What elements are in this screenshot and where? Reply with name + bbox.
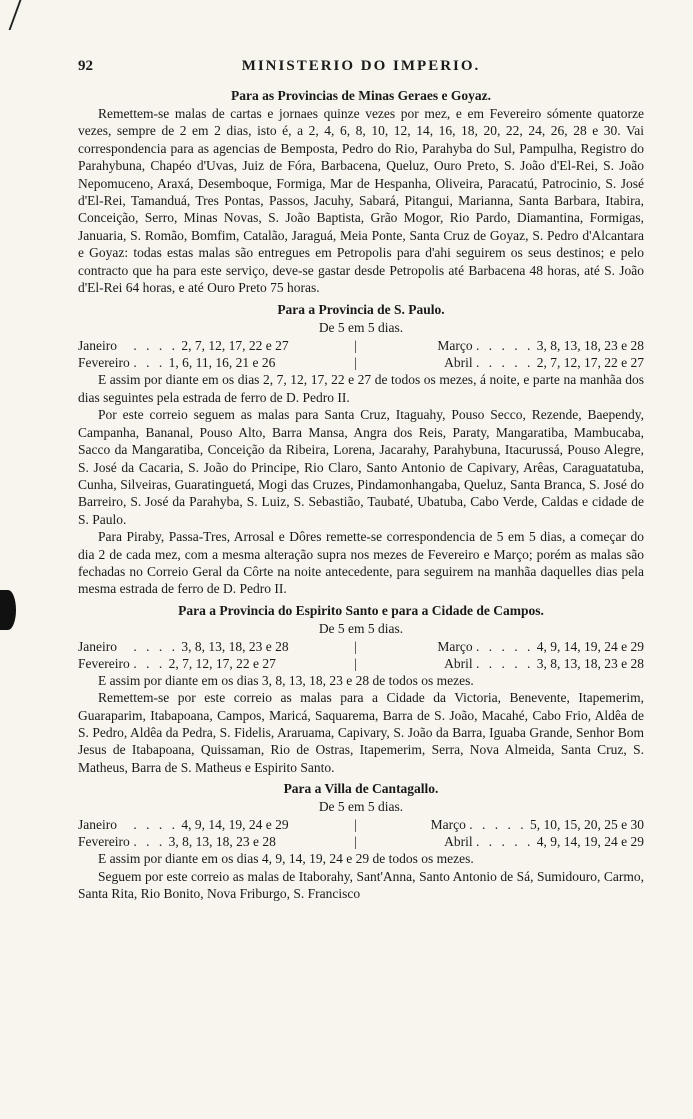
- section-title-sao-paulo: Para a Provincia de S. Paulo.: [277, 302, 445, 318]
- frequency-sao-paulo: De 5 em 5 dias.: [318, 320, 404, 336]
- month-days: 3, 8, 13, 18, 23 e 28: [168, 834, 276, 850]
- running-title: MINISTERIO DO IMPERIO.: [241, 58, 481, 74]
- month-label: Março: [430, 817, 466, 833]
- month-days: 5, 10, 15, 20, 25 e 30: [530, 817, 644, 833]
- paragraph-sao-paulo-note: E assim por diante em os dias 2, 7, 12, 17, 22 e 27 de todos os mezes, á noite, e parte na manhãa dos dias seguintes pela estrada de ferro de D. Pedro II.: [78, 372, 644, 405]
- month-days: 1, 6, 11, 16, 21 e 26: [168, 355, 276, 371]
- schedule-row: Janeiro . . . . 2, 7, 12, 17, 22 e 27 | Março . . . . . 3, 8, 13, 18, 23 e 28: [78, 338, 644, 354]
- paragraph-piraby: Para Piraby, Passa-Tres, Arrosal e Dôres remette-se correspondencia de 5 em 5 dias, a começar do dia 2 de cada mez, com a mesma alteração supra nos mezes de Fevereiro e Março; porém as malas são fechadas no Correio Geral da Côrte na noite antecedente, para seguirem na manhãa daquelles dias pela mesma estrada de ferro de D. Pedro II.: [78, 529, 644, 597]
- month-label: Março: [437, 338, 473, 354]
- month-days: 3, 8, 13, 18, 23 e 28: [536, 655, 644, 671]
- month-label: Abril: [444, 834, 473, 850]
- page-header: [78, 58, 644, 84]
- frequency-cantagallo: De 5 em 5 dias.: [318, 799, 404, 815]
- month-days: 2, 7, 12, 17, 22 e 27: [536, 355, 644, 371]
- schedule-sao-paulo: [78, 337, 644, 371]
- page: [78, 58, 644, 902]
- month-label: Fevereiro: [78, 834, 130, 850]
- month-days: 4, 9, 14, 19, 24 e 29: [181, 817, 289, 833]
- month-label: Abril: [444, 655, 473, 671]
- month-days: 2, 7, 12, 17, 22 e 27: [168, 655, 276, 671]
- schedule-row: Janeiro . . . . 3, 8, 13, 18, 23 e 28 | Março . . . . . 4, 9, 14, 19, 24 e 29: [78, 638, 644, 654]
- paragraph-cantagallo-note: E assim por diante em os dias 4, 9, 14, 19, 24 e 29 de todos os mezes.: [98, 851, 474, 867]
- month-days: 2, 7, 12, 17, 22 e 27: [181, 338, 289, 354]
- schedule-espirito-santo: [78, 638, 644, 672]
- schedule-row: Janeiro . . . . 4, 9, 14, 19, 24 e 29 | Março . . . . . 5, 10, 15, 20, 25 e 30: [78, 817, 644, 833]
- paragraph-minas-goyaz: Remettem-se malas de cartas e jornaes quinze vezes por mez, e em Fevereiro sómente quatorze vezes, sempre de 2 em 2 dias, isto é, a 2, 4, 6, 8, 10, 12, 14, 16, 18, 20, 22, 24, 26, 28 e 30. Vai correspondencia para as agencias de Bemposta, Pedro do Rio, Parahyba do Sul, Pampulha, Registro do Parahybuna, Chapéo d'Uvas, Juiz de Fóra, Barbacena, Queluz, Ouro Preto, S. João d'El-Rei, S. João Nepomuceno, Araxá, Desemboque, Formiga, Mar de Hespanha, Oliveira, Paracatú, Patrocinio, S. José d'El-Rei, Tamanduá, Tres Pontas, Passos, Jacuhy, Sabará, Pitangui, Marianna, Santa Barbara, Itabira, Conceição, Serro, Minas Novas, S. João Baptista, Grão Mogor, Rio Pardo, Diamantina, Formigas, Januaria, S. Romão, Bomfim, Catalão, Jaraguá, Meia Ponte, Santa Cruz de Goyaz, S. Pedro d'Alcantara e Goyaz: todas estas malas são entregues em Petropolis para d'ahi seguirem os seus destinos; e pelo contracto que ha para este serviço, deve-se gastar desde Petropolis até Barbacena 48 horas, até S. João d'El-Rei 64 horas, e até Ouro Preto 75 horas.: [78, 106, 644, 296]
- month-label: Janeiro: [78, 338, 117, 354]
- page-edge-mark: [0, 0, 21, 30]
- month-label: Abril: [444, 355, 473, 371]
- month-label: Fevereiro: [78, 655, 130, 671]
- page-number: 92: [78, 58, 93, 74]
- section-title-espirito-santo: Para a Provincia do Espirito Santo e para a Cidade de Campos.: [178, 602, 544, 618]
- month-label: Janeiro: [78, 817, 117, 833]
- schedule-cantagallo: [78, 816, 644, 850]
- month-days: 3, 8, 13, 18, 23 e 28: [181, 638, 289, 654]
- paragraph-sao-paulo-towns: Por este correio seguem as malas para Santa Cruz, Itaguahy, Pouso Secco, Rezende, Baependy, Campanha, Bananal, Pouso Alto, Barra Mansa, Angra dos Reis, Paraty, Mangaratiba, Mambucaba, Sacco da Mangaratiba, Conceição da Ribeira, Lorena, Jacarahy, Parahybuna, Itacurussá, Pouso Alegre, S. José da Cacaria, S. João do Principe, Rio Claro, Santo Antonio de Capivary, Arêas, Caraguatatuba, Cunha, Silveiras, Guaratinguetá, Mogi das Cruzes, Pindamonhangaba, Queluz, Santa Branca, S. José do Barreiro, S. José da Parahyba, S. Luiz, S. Sebastião, Taubaté, Ubatuba, Cabo Verde, Caldas e cidade de S. Paulo.: [78, 407, 644, 527]
- paragraph-espirito-santo-note: E assim por diante em os dias 3, 8, 13, 18, 23 e 28 de todos os mezes.: [98, 672, 474, 688]
- schedule-row: Fevereiro . . . 3, 8, 13, 18, 23 e 28 | Abril . . . . . 4, 9, 14, 19, 24 e 29: [78, 834, 644, 850]
- month-label: Janeiro: [78, 638, 117, 654]
- paragraph-espirito-santo-towns: Remettem-se por este correio as malas para a Cidade da Victoria, Benevente, Itapemerim, Guaraparim, Itabapoana, Campos, Maricá, Saquarema, Barra de S. João, Macahé, Cabo Frio, Aldêa de S. Pedro, Aldêa da Pedra, S. Fidelis, Araruama, Capivary, S. João da Barra, Iguaba Grande, Senhor Bom Jesus de Itabapoana, Quissaman, Rio de Ostras, Itapemerim, Serra, Nova Almeida, Santa Cruz, S. Matheus, Barra de S. Matheus e Espirito Santo.: [78, 690, 644, 775]
- month-label: Março: [437, 638, 473, 654]
- month-days: 3, 8, 13, 18, 23 e 28: [536, 338, 644, 354]
- month-days: 4, 9, 14, 19, 24 e 29: [536, 834, 644, 850]
- month-days: 4, 9, 14, 19, 24 e 29: [536, 638, 644, 654]
- schedule-row: Fevereiro . . . 2, 7, 12, 17, 22 e 27 | Abril . . . . . 3, 8, 13, 18, 23 e 28: [78, 655, 644, 671]
- schedule-row: Fevereiro . . . 1, 6, 11, 16, 21 e 26 | Abril . . . . . 2, 7, 12, 17, 22 e 27: [78, 355, 644, 371]
- section-title-minas-goyaz: Para as Provincias de Minas Geraes e Goyaz.: [231, 88, 491, 103]
- frequency-espirito-santo: De 5 em 5 dias.: [318, 620, 404, 636]
- section-title-cantagallo: Para a Villa de Cantagallo.: [283, 781, 439, 797]
- binding-blot: [0, 590, 16, 630]
- month-label: Fevereiro: [78, 355, 130, 371]
- paragraph-cantagallo-towns: Seguem por este correio as malas de Itaborahy, Sant'Anna, Santo Antonio de Sá, Sumidouro, Carmo, Santa Rita, Rio Bonito, Nova Friburgo, S. Francisco: [78, 868, 644, 901]
